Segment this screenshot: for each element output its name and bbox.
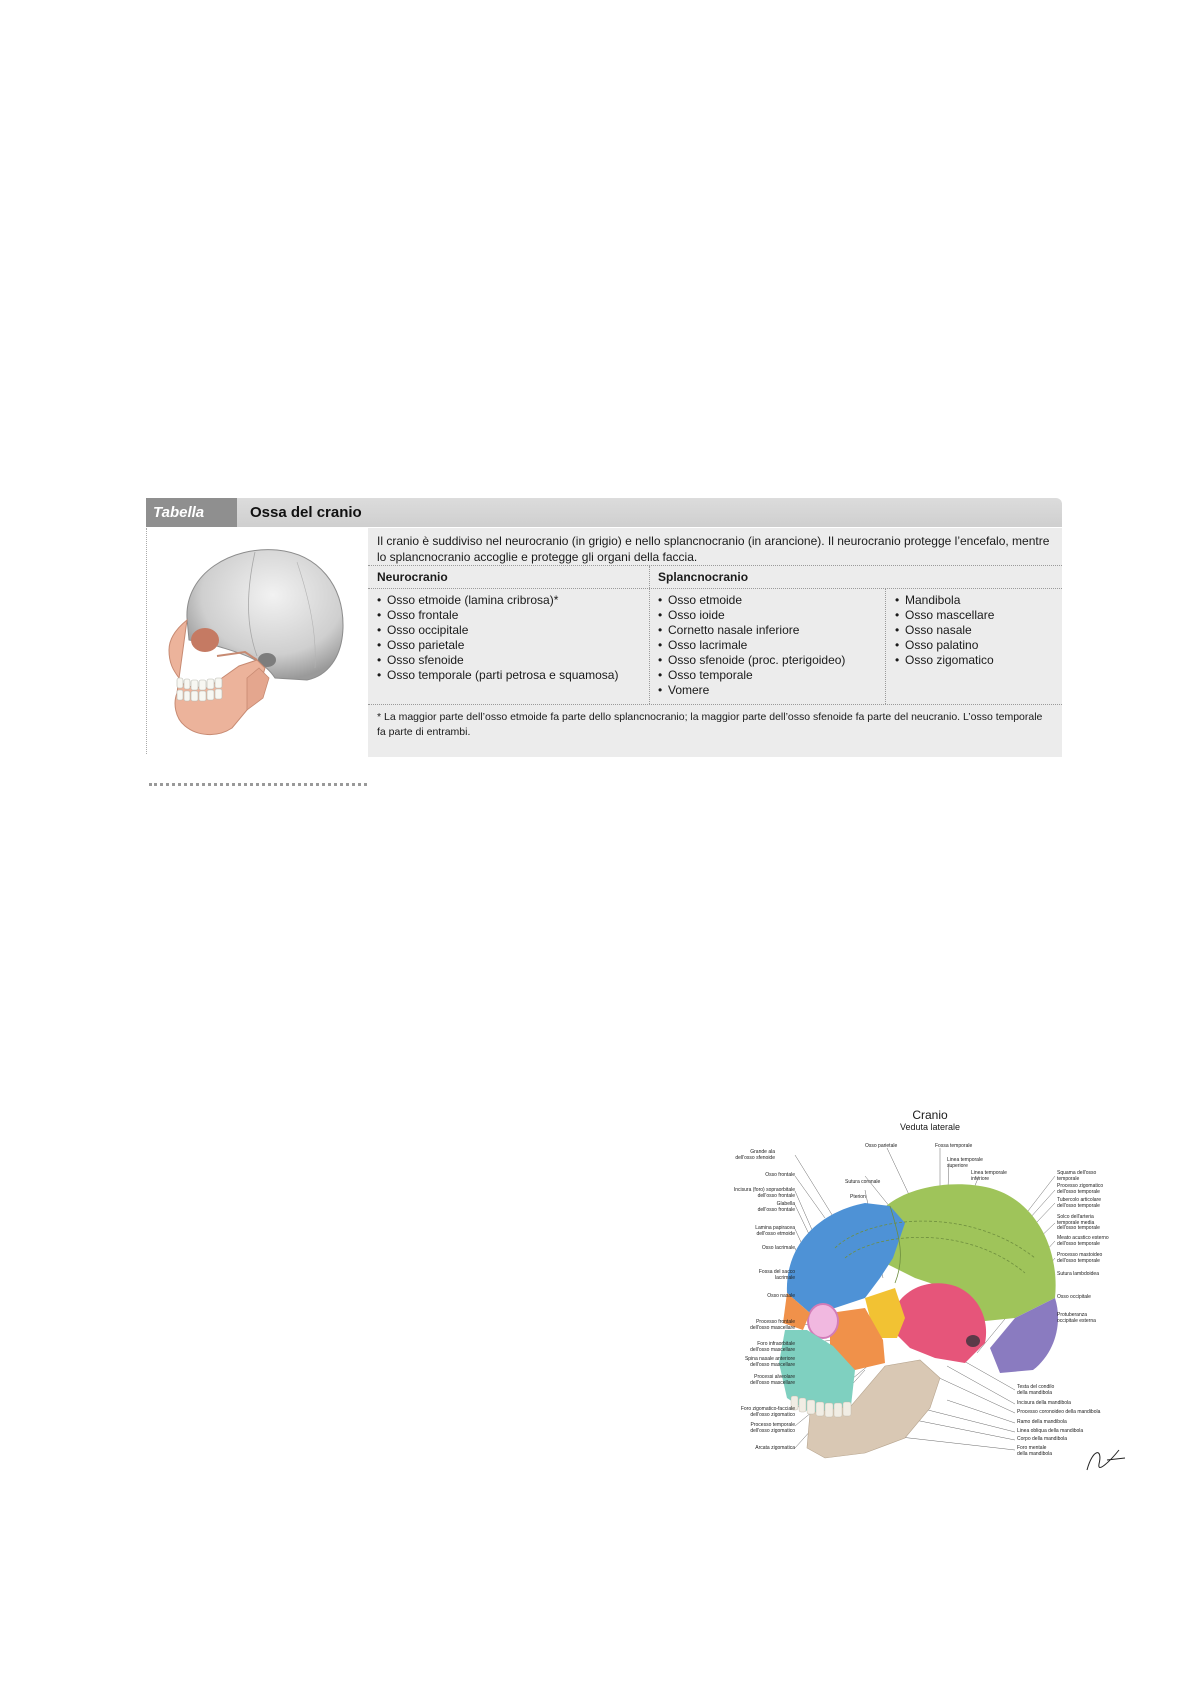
list-item: • Osso nasale xyxy=(895,623,994,638)
column-divider xyxy=(885,588,886,704)
list-item: • Mandibola xyxy=(895,593,994,608)
label-meato-acustico: Meato acustico esterno dell'osso temporale xyxy=(1057,1235,1109,1247)
label-solco-arteria-temporale: Solco dell'arteria temporale media dell'osso temporale xyxy=(1057,1214,1100,1231)
list-item: • Osso frontale xyxy=(377,608,618,623)
skull-lateral-illustration xyxy=(147,528,369,754)
label-osso-occipitale: Osso occipitale xyxy=(1057,1294,1091,1300)
label-linea-temporale-superiore: Linea temporale superiore xyxy=(947,1157,983,1169)
label-linea-temporale-inferiore: Linea temporale inferiore xyxy=(971,1170,1007,1182)
table-footnote: * La maggior parte dell’osso etmoide fa parte dello splancnocranio; la maggior parte dell’osso sfenoide fa parte del neucranio. L’osso temporale fa parte di entrambi. xyxy=(377,711,1043,738)
figure-subtitle: Veduta laterale xyxy=(899,1122,961,1132)
label-processo-zigomatico: Processo zigomatico dell'osso temporale xyxy=(1057,1183,1104,1195)
list-item: • Osso temporale (parti petrosa e squamosa) xyxy=(377,668,618,683)
list-item: • Osso parietale xyxy=(377,638,618,653)
column-divider xyxy=(649,566,650,704)
column-header-splancnocranio: Splancnocranio xyxy=(658,570,749,584)
label-arcata-zigomatica: Arcata zigomatica xyxy=(755,1445,795,1451)
label-incisura-sopraorbitale: Incisura (foro) sopraorbitale dell'osso frontale xyxy=(733,1187,795,1199)
label-processo-mastoideo: Processo mastoideo dell'osso temporale xyxy=(1057,1252,1103,1264)
label-protuberanza-occipitale: Protuberanza occipitale esterna xyxy=(1057,1312,1096,1324)
list-item: • Osso palatino xyxy=(895,638,994,653)
list-item: • Osso temporale xyxy=(658,668,845,683)
neurocranio-list xyxy=(377,593,618,683)
label-grande-ala: Grande ala dell'osso sfenoide xyxy=(735,1149,775,1161)
header-divider xyxy=(368,588,1062,589)
label-lamina-papiracea: Lamina papiracea dell'osso etmoide xyxy=(755,1225,795,1237)
label-processo-frontale: Processo frontale dell'osso mascellare xyxy=(750,1319,795,1331)
label-osso-frontale: Osso frontale xyxy=(765,1172,795,1178)
label-testa-condilo: Testa del condilo della mandibola xyxy=(1017,1384,1055,1396)
list-item: • Osso sfenoide xyxy=(377,653,618,668)
splancnocranio-list-2 xyxy=(895,593,994,668)
label-squama-temporale: Squama dell'osso temporale xyxy=(1057,1170,1097,1182)
splancnocranio-list-1 xyxy=(658,593,845,698)
label-incisura-mandibola: Incisura della mandibola xyxy=(1017,1400,1071,1406)
table-intro-text: Il cranio è suddiviso nel neurocranio (in grigio) e nello splancnocranio (in arancione). Il neurocranio protegge l’encefalo, mentre lo splancnocranio accoglie e protegge gli organi della faccia. xyxy=(368,528,1062,566)
label-sutura-coronale: Sutura coronale xyxy=(845,1179,881,1185)
list-item: • Osso etmoide xyxy=(658,593,845,608)
list-item: • Cornetto nasale inferiore xyxy=(658,623,845,638)
label-foro-mentale: Foro mentale della mandibola xyxy=(1017,1445,1053,1457)
label-processi-alveolare: Processi alveolare dell'osso mascellare xyxy=(750,1374,795,1386)
list-item: • Osso sfenoide (proc. pterigoideo) xyxy=(658,653,845,668)
skull-lateral-view-figure xyxy=(715,1108,1145,1493)
label-pterion: Pterion xyxy=(850,1194,866,1200)
figure-title: Cranio xyxy=(912,1108,948,1122)
label-linea-obliqua: Linea obliqua della mandibola xyxy=(1017,1428,1084,1434)
label-foro-infraorbitale: Foro infraorbitale dell'osso mascellare xyxy=(750,1341,795,1353)
table-image-cell xyxy=(146,528,369,754)
list-item: • Osso occipitale xyxy=(377,623,618,638)
list-item: • Osso etmoide (lamina cribrosa)* xyxy=(377,593,618,608)
table-title: Ossa del cranio xyxy=(250,504,362,521)
label-corpo-mandibola: Corpo della mandibola xyxy=(1017,1436,1068,1442)
list-item: • Osso zigomatico xyxy=(895,653,994,668)
list-item: • Osso lacrimale xyxy=(658,638,845,653)
label-spina-nasale: Spina nasale anteriore dell'osso mascellare xyxy=(744,1356,795,1368)
label-processo-temporale-zigomatico: Processo temporale dell'osso zigomatico xyxy=(750,1422,795,1434)
label-fossa-temporale: Fossa temporale xyxy=(935,1143,973,1149)
table-body xyxy=(368,528,1062,757)
label-osso-parietale: Osso parietale xyxy=(865,1143,898,1149)
label-foro-zigomatico-facciale: Foro zigomatico-facciale dell'osso zigomatico xyxy=(740,1406,795,1418)
footnote-divider xyxy=(368,704,1062,705)
list-item: • Vomere xyxy=(658,683,845,698)
table-header-bar xyxy=(146,498,1062,527)
label-osso-lacrimale: Osso lacrimale xyxy=(761,1245,795,1251)
label-fossa-sacco-lacrimale: Fossa del sacco lacrimale xyxy=(758,1269,795,1281)
table-number: Tabella xyxy=(146,498,237,527)
label-ramo-mandibola: Ramo della mandibola xyxy=(1017,1419,1067,1425)
label-processo-coronoideo: Processo coronoideo della mandibola xyxy=(1017,1409,1101,1415)
column-header-neurocranio: Neurocranio xyxy=(377,570,448,584)
label-osso-nasale: Osso nasale xyxy=(767,1293,795,1299)
dotted-divider xyxy=(149,783,367,786)
label-tubercolo-articolare: Tubercolo articolare dell'osso temporale xyxy=(1057,1197,1102,1209)
list-item: • Osso mascellare xyxy=(895,608,994,623)
label-glabella: Glabella dell'osso frontale xyxy=(757,1201,795,1213)
label-sutura-lambdoidea: Sutura lambdoidea xyxy=(1057,1271,1099,1277)
list-item: • Osso ioide xyxy=(658,608,845,623)
skull-bones-table xyxy=(146,498,1062,758)
colored-skull-illustration xyxy=(715,1108,1145,1493)
